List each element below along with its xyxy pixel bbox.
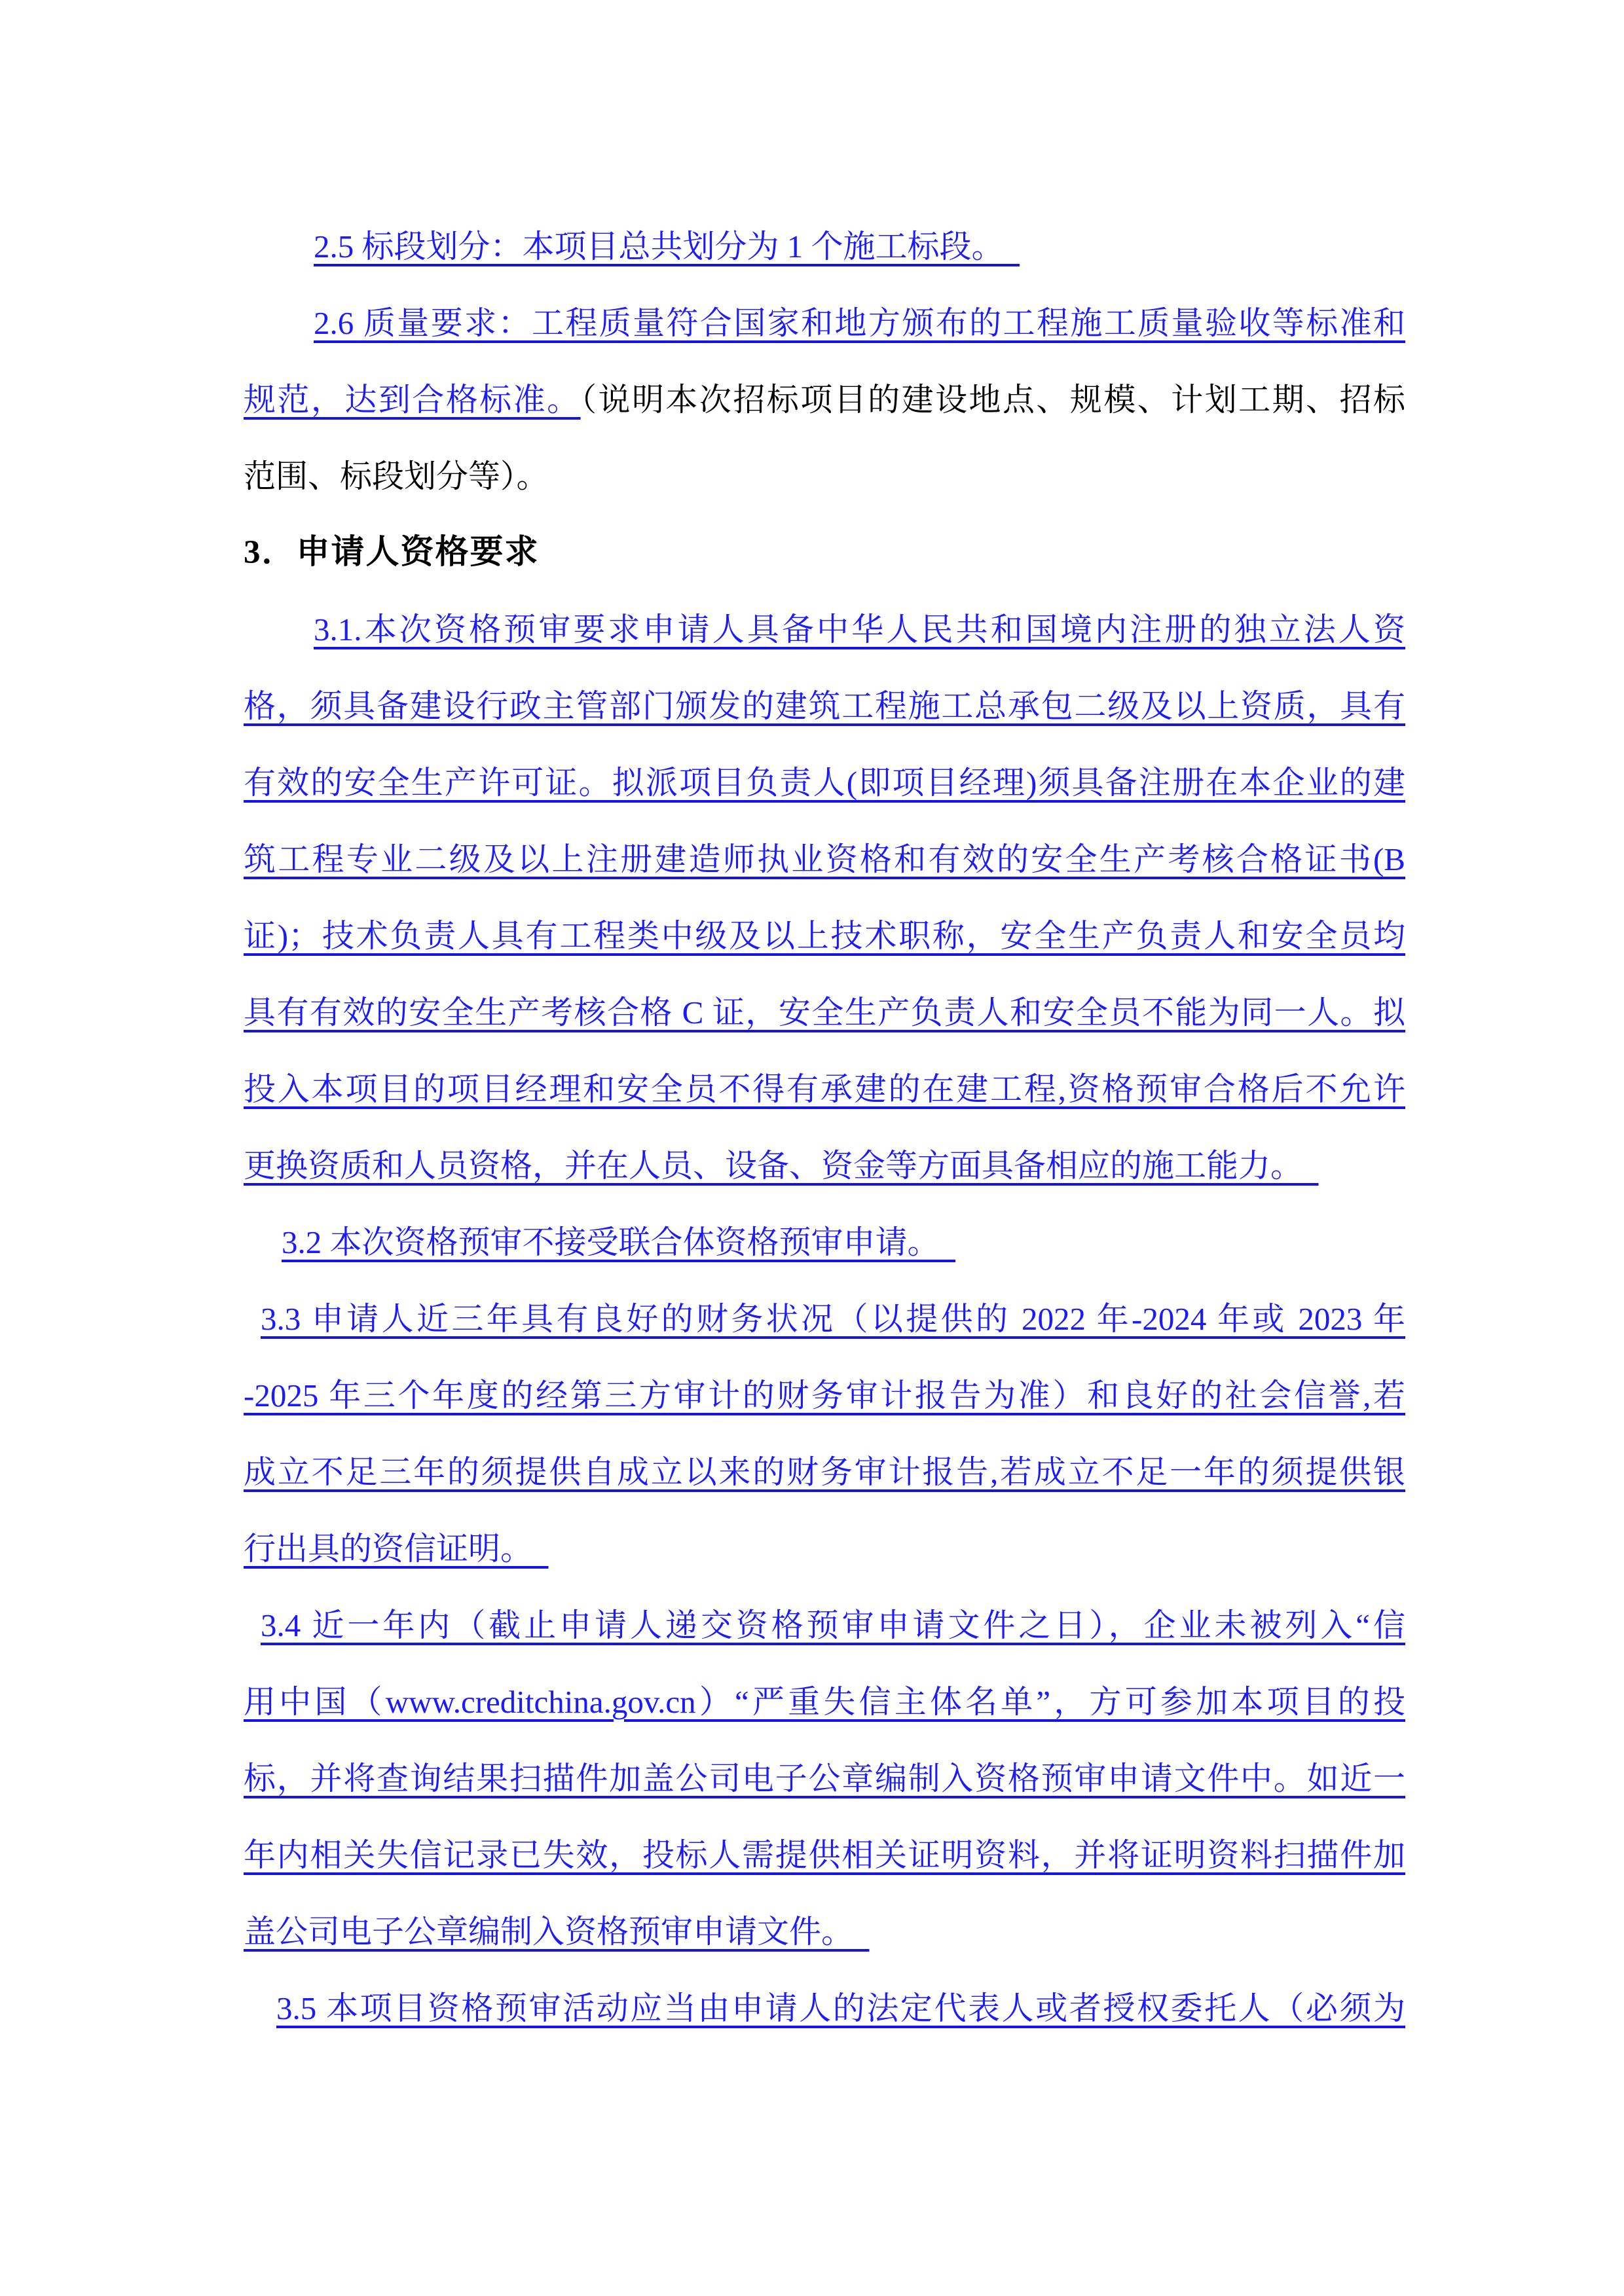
text-line <box>244 1740 1405 1817</box>
body-text: 范围、标段划分等）。 <box>244 458 549 494</box>
text-line <box>244 744 1405 821</box>
heading-text: 3．申请人资格要求 <box>244 534 540 571</box>
hyperlink-text: 3.2 本次资格预审不接受联合体资格预审申请。 <box>282 1224 956 1260</box>
text-line <box>244 591 1405 668</box>
text-line <box>244 974 1405 1051</box>
hyperlink-text: 规范，达到合格标准。 <box>244 382 581 418</box>
hyperlink-text: 2.5 标段划分：本项目总共划分为 1 个施工标段。 <box>314 228 1020 264</box>
hyperlink-text: 证)；技术负责人具有工程类中级及以上技术职称，安全生产负责人和安全员均 <box>244 918 1405 954</box>
text-line <box>244 1587 1405 1664</box>
hyperlink-text: 2.6 质量要求：工程质量符合国家和地方颁布的工程施工质量验收等标准和 <box>314 305 1405 341</box>
hyperlink-text: 盖公司电子公章编制入资格预审申请文件。 <box>244 1914 870 1950</box>
hyperlink-text: 更换资质和人员资格，并在人员、设备、资金等方面具备相应的施工能力。 <box>244 1148 1319 1184</box>
text-line <box>244 1127 1405 1204</box>
hyperlink-text: -2025 年三个年度的经第三方审计的财务审计报告为准）和良好的社会信誉,若 <box>244 1377 1405 1413</box>
text-line <box>244 898 1405 974</box>
body-text: （说明本次招标项目的建设地点、规模、计划工期、招标 <box>580 382 1405 418</box>
hyperlink-text: 成立不足三年的须提供自成立以来的财务审计报告,若成立不足一年的须提供银 <box>244 1454 1405 1490</box>
text-line <box>244 821 1405 898</box>
hyperlink-text: 3.4 近一年内（截止申请人递交资格预审申请文件之日），企业未被列入“信 <box>261 1607 1405 1643</box>
hyperlink-text: 用中国（www.creditchina.gov.cn）“严重失信主体名单”，方可参加本项目的投 <box>244 1684 1405 1720</box>
text-line <box>244 208 1405 285</box>
hyperlink-text: 具有有效的安全生产考核合格 C 证，安全生产负责人和安全员不能为同一人。拟 <box>244 994 1405 1030</box>
hyperlink-text: 行出具的资信证明。 <box>244 1531 549 1567</box>
hyperlink-text: 3.3 申请人近三年具有良好的财务状况（以提供的 2022 年-2024 年或 2023 年 <box>261 1301 1405 1337</box>
text-line <box>244 668 1405 744</box>
hyperlink-text: 投入本项目的项目经理和安全员不得有承建的在建工程,资格预审合格后不允许 <box>244 1071 1405 1107</box>
text-line <box>244 1817 1405 1893</box>
hyperlink-text: 3.1.本次资格预审要求申请人具备中华人民共和国境内注册的独立法人资 <box>314 611 1405 647</box>
text-line <box>244 1357 1405 1434</box>
hyperlink-text: 格，须具备建设行政主管部门颁发的建筑工程施工总承包二级及以上资质，具有 <box>244 688 1405 724</box>
hyperlink-text: 有效的安全生产许可证。拟派项目负责人(即项目经理)须具备注册在本企业的建 <box>244 765 1405 801</box>
text-line <box>244 1204 1405 1281</box>
hyperlink-text: 年内相关失信记录已失效，投标人需提供相关证明资料，并将证明资料扫描件加 <box>244 1837 1405 1873</box>
hyperlink-text: 3.5 本项目资格预审活动应当由申请人的法定代表人或者授权委托人（必须为 <box>276 1990 1405 2026</box>
text-line <box>244 1664 1405 1740</box>
text-line <box>244 1281 1405 1357</box>
document-body <box>244 208 1405 2047</box>
text-line <box>244 1051 1405 1127</box>
text-line <box>244 1510 1405 1587</box>
hyperlink-text: 标，并将查询结果扫描件加盖公司电子公章编制入资格预审申请文件中。如近一 <box>244 1760 1405 1796</box>
text-line <box>244 285 1405 361</box>
text-line <box>244 361 1405 438</box>
text-line <box>244 1970 1405 2047</box>
section-heading <box>244 515 1405 591</box>
text-line <box>244 438 1405 515</box>
text-line <box>244 1434 1405 1510</box>
text-line <box>244 1893 1405 1970</box>
hyperlink-text: 筑工程专业二级及以上注册建造师执业资格和有效的安全生产考核合格证书(B <box>244 841 1405 877</box>
